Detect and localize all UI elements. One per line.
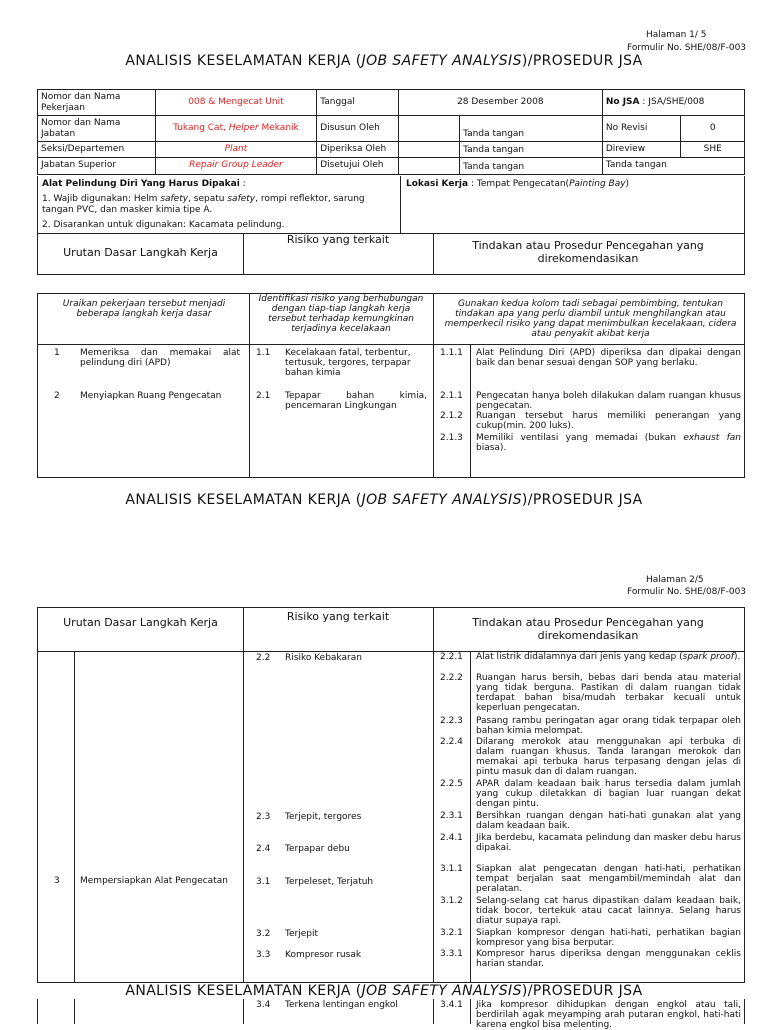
risk-text: Terpeleset, Terjatuh [285,877,374,887]
risk-text: Kecelakaan fatal, terbentur, tertusuk, tergores, terpapar bahan kimia [285,348,411,378]
form-number: Formulir No. SHE/08/F-003 [627,43,747,53]
action-text: Ruangan tersebut harus memiliki penerangan yang cukup(min. 200 luks). [476,411,741,431]
action-text: Siapkan alat pengecatan dengan hati-hati, perhatikan tempat berjalan saat mengambil/memindah alat dan peralatan. [476,864,741,894]
header-steps: Urutan Dasar Langkah Kerja [63,246,218,259]
label-superior: Jabatan Superior [38,158,156,175]
action-number: 2.4.1 [440,833,463,843]
action-number: 3.1.1 [440,864,463,874]
action-text: APAR dalam keadaan baik harus tersedia dalam jumlah yang cukup diletakkan di bagian luar ruangan dekat dengan pintu. [476,779,741,809]
value-superior: Repair Group Leader [155,158,317,175]
action-number: 2.1.2 [440,411,463,421]
action-text: Alat listrik didalamnya dari jenis yang kedap (spark proof). [476,652,741,662]
header-risks: Risiko yang terkait [286,233,390,246]
work-location: Lokasi Kerja : Tempat Pengecatan(Painting Bay) [406,179,630,189]
action-text: Memiliki ventilasi yang memadai (bukan exhaust fan biasa). [476,433,741,453]
instruction-row [37,293,745,345]
step-number: 3 [54,876,60,886]
risk-number: 3.4 [256,1000,271,1010]
action-number: 2.2.5 [440,779,463,789]
label-reviewed: Direview [602,142,681,158]
action-text: Ruangan harus bersih, bebas dari benda atau material yang tidak berguna. Pastikan di dalam ruangan tidak terdapat bahan bisa/mudah terbakar kecuali untuk keperluan pengecatan. [476,673,741,713]
label-department: Seksi/Departemen [38,142,156,158]
label-approved-by: Disetujui Oleh [317,158,399,175]
action-number: 3.4.1 [440,1000,463,1010]
action-number: 1.1.1 [440,348,463,358]
action-number: 3.2.1 [440,928,463,938]
action-text: Pasang rambu peringatan agar orang tidak terpapar oleh bahan kimia melompat. [476,716,741,736]
risk-number: 2.2 [256,653,271,663]
value-date: 28 Desember 2008 [398,90,602,116]
label-signature: Tanda tangan [460,142,603,158]
apd-label: Alat Pelindung Diri Yang Harus Dipakai : [42,179,246,189]
risk-text: Terpapar debu [285,844,350,854]
apd-item-2: 2. Disarankan untuk digunakan: Kacamata pelindung. [42,220,285,230]
repeated-title: ANALISIS KESELAMATAN KERJA (JOB SAFETY ANALYSIS)/PROSEDUR JSA [125,492,643,508]
value-prepared-by [398,116,459,142]
risk-number: 3.3 [256,950,271,960]
apd-item-1: 1. Wajib digunakan: Helm safety, sepatu safety, rompi reflektor, sarung tangan PVC, dan masker kimia tipe A. [42,194,365,215]
step-text: Menyiapkan Ruang Pengecatan [80,391,222,401]
label-signature-2: Tanda tangan [602,158,744,175]
header-risks: Risiko yang terkait [286,610,390,623]
action-text: Jika berdebu, kacamata pelindung dan masker debu harus dipakai. [476,833,741,853]
instruction-steps: Uraikan pekerjaan tersebut menjadi beberapa langkah kerja dasar [62,299,226,319]
risk-text: Terjepit, tergores [285,812,362,822]
action-text: Jika kompresor dihidupkan dengan engkol atau tali, berdirilah agak meyamping arah putaran engkol, hati-hati karena engkol bisa melenting. [476,1000,741,1030]
header-actions: Tindakan atau Prosedur Pencegahan yang direkomendasikan [472,239,704,265]
action-text: Alat Pelindung Diri (APD) diperiksa dan dipakai dengan baik dan benar sesuai dengan SOP yang berlaku. [476,348,741,368]
label-prepared-by: Disusun Oleh [317,116,399,142]
form-number: Formulir No. SHE/08/F-003 [627,587,747,597]
action-number: 2.2.2 [440,673,463,683]
page-title: ANALISIS KESELAMATAN KERJA (JOB SAFETY ANALYSIS)/PROSEDUR JSA [125,53,643,69]
steps-table [37,345,745,478]
label-signature: Tanda tangan [460,116,603,142]
value-reviewed: SHE [681,142,745,158]
header-steps: Urutan Dasar Langkah Kerja [63,616,218,629]
apd-section [37,176,745,275]
risk-number: 3.1 [256,877,271,887]
action-number: 3.3.1 [440,949,463,959]
risk-number: 3.2 [256,929,271,939]
instruction-actions: Gunakan kedua kolom tadi sebagai pembimbing, tentukan tindakan apa yang perlu diambil untuk menghilangkan atau memperkecil risiko yang dapat menimbulkan kecelakaan, cidera atau penyakit akibat kerja [444,299,737,339]
label-signature: Tanda tangan [460,158,603,175]
risk-text: Tepapar bahan kimia, pencemaran Lingkungan [285,391,427,411]
action-number: 3.1.2 [440,896,463,906]
action-text: Dilarang merokok atau menggunakan api terbuka di dalam ruangan khusus. Tanda larangan merokok dan memakai api terbuka harus terpasang dengan jelas di pintu masuk dan di dalam ruangan. [476,737,741,777]
step-text: Memeriksa dan memakai alat pelindung diri (APD) [80,348,240,368]
action-text: Selang-selang cat harus dipastikan dalam keadaan baik, tidak bocor, tertekuk atau cacat lainnya. Selang harus diatur supaya rapi. [476,896,741,926]
job-info-table [37,89,745,175]
repeated-title: ANALISIS KESELAMATAN KERJA (JOB SAFETY ANALYSIS)/PROSEDUR JSA [125,983,643,999]
page-number: Halaman 1/ 5 [646,30,707,40]
risk-number: 2.1 [256,391,271,401]
action-text: Bersihkan ruangan dengan hati-hati gunakan alat yang dalam keadaan baik. [476,811,741,831]
action-number: 2.2.4 [440,737,463,747]
page-number: Halaman 2/5 [646,575,704,585]
value-approved-by [398,158,459,175]
risk-text: Terjepit [285,929,318,939]
action-number: 2.1.1 [440,391,463,401]
action-text: Kompresor harus diperiksa dengan menggunakan ceklis harian standar. [476,949,741,969]
risk-text: Risiko Kebakaran [285,653,362,663]
value-checked-by [398,142,459,158]
label-date: Tanggal [317,90,399,116]
risk-number: 1.1 [256,348,271,358]
label-revision: No Revisi [602,116,681,142]
label-checked-by: Diperiksa Oleh [317,142,399,158]
risk-number: 2.4 [256,844,271,854]
value-revision: 0 [681,116,745,142]
action-number: 2.3.1 [440,811,463,821]
header-actions: Tindakan atau Prosedur Pencegahan yang direkomendasikan [472,616,704,642]
action-number: 2.1.3 [440,433,463,443]
step-number: 2 [54,391,60,401]
value-job-name: 008 & Mengecat Unit [155,90,317,116]
action-number: 2.2.1 [440,652,463,662]
steps-table-page2 [37,607,745,983]
action-text: Siapkan kompresor dengan hati-hati, perhatikan bagian kompresor yang bisa berputar. [476,928,741,948]
jsa-number: No JSA : JSA/SHE/008 [602,90,744,116]
risk-text: Terkena lentingan engkol [285,1000,398,1010]
label-position: Nomor dan Nama Jabatan [38,116,156,142]
label-job-name: Nomor dan Nama Pekerjaan [38,90,156,116]
value-department: Plant [155,142,317,158]
risk-number: 2.3 [256,812,271,822]
action-text: Pengecatan hanya boleh dilakukan dalam ruangan khusus pengecatan. [476,391,741,411]
step-text: Mempersiapkan Alat Pengecatan [80,876,228,886]
step-number: 1 [54,348,60,358]
continuation-row [37,999,745,1030]
action-number: 2.2.3 [440,716,463,726]
value-position: Tukang Cat, Helper Mekanik [155,116,317,142]
risk-text: Kompresor rusak [285,950,362,960]
instruction-risks: Identifikasi risiko yang berhubungan dengan tiap-tiap langkah kerja tersebut terhadap kemungkinan terjadinya kecelakaan [258,294,424,334]
